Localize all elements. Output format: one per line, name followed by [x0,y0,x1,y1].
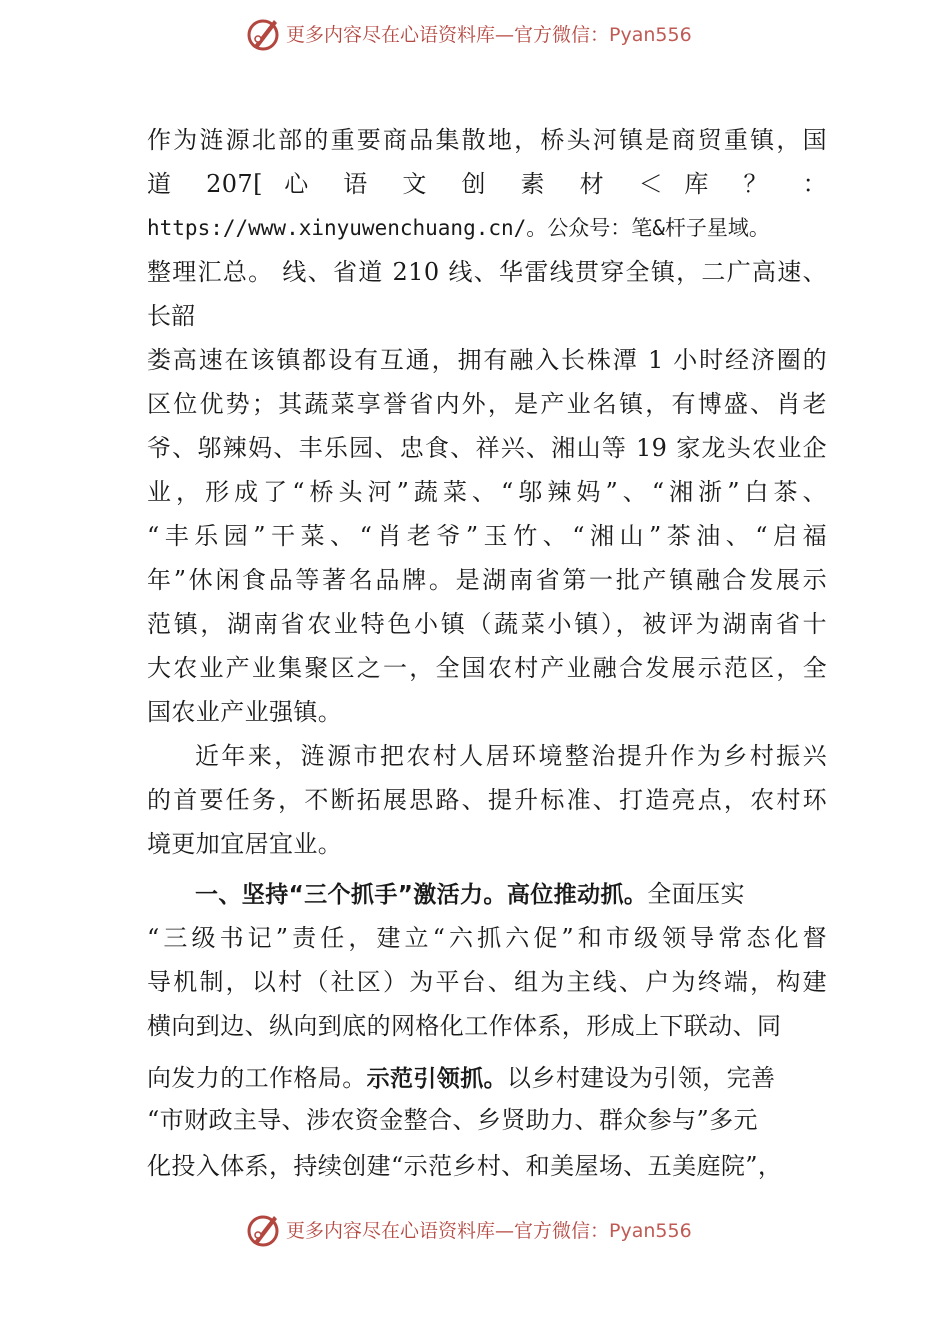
text-line: 业，形成了“桥头河”蔬菜、“邬辣妈”、“湘浙”白茶、 [147,478,827,506]
text-line: 横向到边、纵向到底的网格化工作体系，形成上下联动、同 [147,1012,782,1040]
text-line: “三级书记”责任，建立“六抓六促”和市级领导常态化督 [147,924,827,952]
text-line: 国农业产业强镇。 [147,698,343,726]
watermark-message: 更多内容尽在心语资料库—官方微信： [286,24,610,46]
subheading-demonstration: 示范引领抓。 [366,1066,508,1092]
text-line: 整理汇总。 线、省道 210 线、华雷线贯穿全镇，二广高速、 [147,258,827,286]
text-line: 道 207[ 心 语 文 创 素 材 ＜ 库 ？ ： [147,170,827,198]
text-line: 导机制，以村（社区）为平台、组为主线、户为终端，构建 [147,968,827,996]
text-run: 以乡村建设为引领，完善 [507,1064,776,1092]
text-line [147,206,827,250]
url-line: https://www.xinyuwenchuang.cn/。公众号：笔&杆子星域。 [147,216,770,240]
subheading-high-level: 高位推动抓。 [506,882,648,908]
text-line: 作为涟源北部的重要商品集散地，桥头河镇是商贸重镇，国 [147,126,827,154]
text-run: 全面压实 [647,880,745,908]
text-line: 长韶 [147,302,196,330]
text-line [147,872,827,916]
watermark-message: 更多内容尽在心语资料库—官方微信： [286,1220,610,1242]
text-line: 爷、邬辣妈、丰乐园、忠食、祥兴、湘山等 19 家龙头农业企 [147,434,827,462]
text-line: 近年来，涟源市把农村人居环境整治提升作为乡村振兴 [195,742,827,770]
text-run: 向发力的工作格局。 [147,1064,367,1092]
text-line: 大农业产业集聚区之一，全国农村产业融合发展示范区，全 [147,654,827,682]
watermark-text [286,1218,692,1244]
brush-logo-icon [246,1210,282,1250]
text-line: 年”休闲食品等著名品牌。是湖南省第一批产镇融合发展示 [147,566,827,594]
wechat-handle: Pyan556 [609,24,692,46]
wechat-handle: Pyan556 [609,1220,692,1242]
text-line: 的首要任务，不断拓展思路、提升标准、打造亮点，农村环 [147,786,827,814]
section-heading: 一、坚持“三个抓手”激活力。 [195,882,507,908]
text-line: 化投入体系，持续创建“示范乡村、和美屋场、五美庭院”， [147,1152,783,1180]
text-line: 境更加宜居宜业。 [147,830,343,858]
footer-watermark [0,1206,950,1256]
text-line: 范镇，湖南省农业特色小镇（蔬菜小镇），被评为湖南省十 [147,610,827,638]
text-line [147,1056,827,1100]
text-line: “丰乐园”干菜、“肖老爷”玉竹、“湘山”茶油、“启福 [147,522,827,550]
text-line: 区位优势；其蔬菜享誉省内外，是产业名镇，有博盛、肖老 [147,390,827,418]
text-line: “市财政主导、涉农资金整合、乡贤助力、群众参与”多元 [147,1106,758,1134]
text-line: 娄高速在该镇都设有互通，拥有融入长株潭 1 小时经济圈的 [147,346,827,374]
